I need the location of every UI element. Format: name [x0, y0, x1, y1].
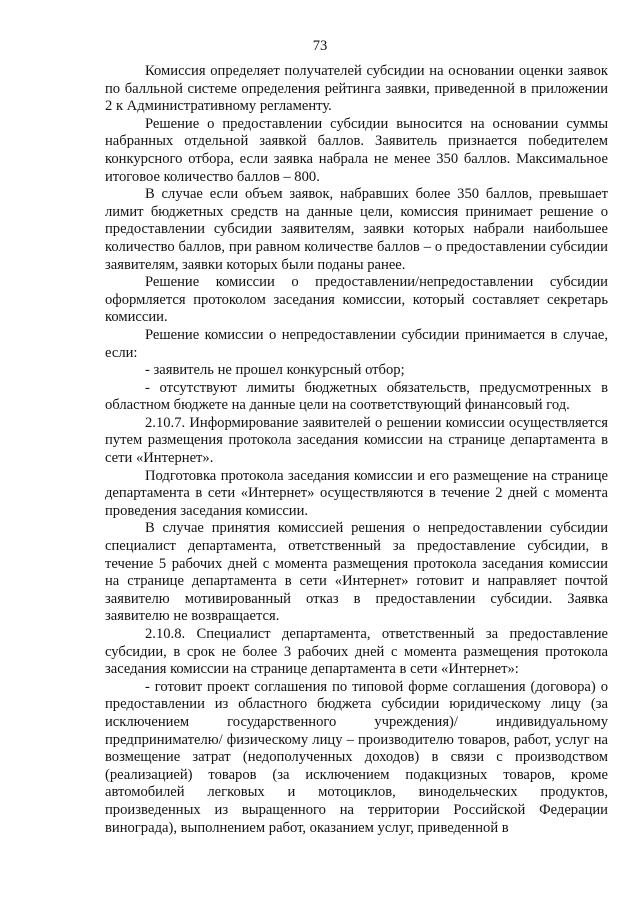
paragraph-protocol-publication: Подготовка протокола заседания комиссии и его размещение на странице департамента в сети «Интернет» осуществляются в течение 2 дней с момента проведения заседания комиссии. — [105, 467, 608, 519]
list-item-agreement-draft: - готовит проект соглашения по типовой форме соглашения (договора) о предоставлении из областного бюджета субсидии юридическому лицу (за исключением государственного учреждения)/ индивидуальному предпринимателю/ физическому лицу – производителю товаров, работ, услуг на возмещение затрат (недополученных доходов) в связи с производством (реализацией) товаров (за исключением подакцизных товаров, кроме автомобилей легковых и мотоциклов, винодельческих продуктов, произведенных из выращенного на территории Российской Федерации винограда), выполнением работ, оказанием услуг, приведенной в — [105, 678, 608, 836]
paragraph-budget-limit: В случае если объем заявок, набравших более 350 баллов, превышает лимит бюджетных средств на данные цели, комиссия принимает решение о предоставлении субсидии заявителям, заявки которых набрали наибольшее количество баллов, при равном количестве баллов – о предоставлении субсидии заявителям, заявки которых были поданы ранее. — [105, 186, 608, 273]
paragraph-selection-criteria: Комиссия определяет получателей субсидии на основании оценки заявок по балльной системе определения рейтинга заявки, приведенной в приложении 2 к Административному регламенту. — [105, 63, 608, 115]
paragraph-section-2-10-8: 2.10.8. Специалист департамента, ответственный за предоставление субсидии, в срок не более 3 рабочих дней с момента размещения протокола заседания комиссии на странице департамента в сети «Интернет»: — [105, 626, 608, 678]
paragraph-refusal-cases: Решение комиссии о непредоставлении субсидии принимается в случае, если: — [105, 326, 608, 361]
paragraph-refusal-notice: В случае принятия комиссией решения о непредоставлении субсидии специалист департамента, ответственный за предоставление субсидии, в течение 5 рабочих дней с момента размещения протокола заседания комиссии на странице департамента в сети «Интернет» готовит и направляет почтой заявителю мотивированный отказ в предоставлении субсидии. Заявка заявителю не возвращается. — [105, 520, 608, 625]
page-number: 73 — [312, 38, 328, 54]
list-item-refusal-1: - заявитель не прошел конкурсный отбор; — [145, 362, 405, 379]
paragraph-section-2-10-7: 2.10.7. Информирование заявителей о решении комиссии осуществляется путем размещения протокола заседания комиссии на странице департамента в сети «Интернет». — [105, 414, 608, 467]
paragraph-protocol: Решение комиссии о предоставлении/непредоставлении субсидии оформляется протоколом заседания комиссии, который составляет секретарь комиссии. — [105, 274, 608, 326]
list-item-refusal-2: - отсутствуют лимиты бюджетных обязательств, предусмотренных в областном бюджете на данные цели на соответствующий финансовый год. — [105, 379, 608, 414]
paragraph-decision-basis: Решение о предоставлении субсидии выносится на основании суммы набранных отдельной заявкой баллов. Заявитель признается победителем конкурсного отбора, если заявка набрала не менее 350 баллов. Максимальное итоговое количество баллов – 800. — [105, 115, 608, 185]
document-body — [105, 63, 608, 837]
